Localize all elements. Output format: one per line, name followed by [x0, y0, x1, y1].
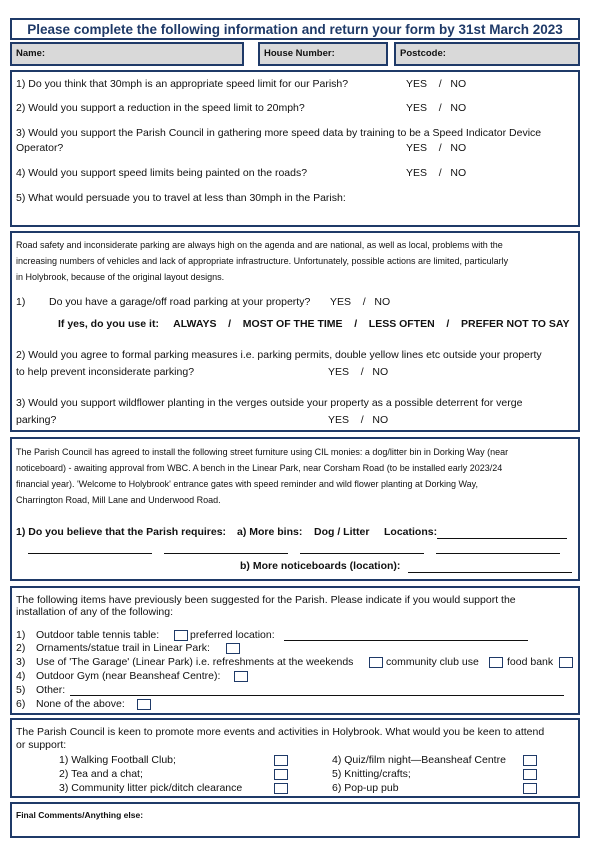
parking-q1: Do you have a garage/off road parking at your property? [49, 296, 311, 308]
locations-line-2[interactable] [164, 553, 288, 554]
postcode-field[interactable] [394, 42, 580, 66]
item2-label: Ornaments/statue trail in Linear Park: [36, 642, 210, 654]
parking-intro-line2: increasing numbers of vehicles and lack of appropriate infrastructure. Unfortunately, possible actions are limited, particularly [16, 256, 509, 266]
item3-label: Use of 'The Garage' (Linear Park) i.e. refreshments at the weekends [36, 656, 354, 668]
parking-usage-options[interactable]: If yes, do you use it: ALWAYS / MOST OF THE TIME / LESS OFTEN / PREFER NOT TO SAY [58, 318, 570, 330]
events-section [10, 718, 580, 798]
speed-q3-line1: 3) Would you support the Parish Council in gathering more speed data by training to be a Speed Indicator Device [16, 127, 542, 139]
item5-label: Other: [36, 684, 66, 696]
more-noticeboards-label: b) More noticeboards (location): [240, 560, 401, 572]
street-furniture-section [10, 437, 580, 581]
outdoor-gym-checkbox[interactable] [234, 671, 248, 682]
parking-q2-answer[interactable]: YES / NO [328, 366, 389, 378]
events-intro-line1: The Parish Council is keen to promote more events and activities in Holybrook. What would you be keen to attend [16, 726, 545, 738]
parking-q2-line1: 2) Would you agree to formal parking measures i.e. parking permits, double yellow lines etc outside your property [16, 349, 542, 361]
usage-prefer-not[interactable]: PREFER NOT TO SAY [461, 318, 570, 330]
suggestions-section [10, 586, 580, 715]
item6-label: None of the above: [36, 698, 125, 710]
house-number-label: House Number: [264, 48, 335, 59]
parking-intro-line1: Road safety and inconsiderate parking are always high on the agenda and are national, as well as local, problems with the [16, 240, 503, 250]
garage-refreshments-checkbox[interactable] [369, 657, 383, 668]
usage-most[interactable]: MOST OF THE TIME [242, 318, 343, 330]
name-field[interactable] [10, 42, 244, 66]
table-tennis-checkbox[interactable] [174, 630, 188, 641]
parking-q3-answer[interactable]: YES / NO [328, 414, 389, 426]
suggestions-intro-line2: installation of any of the following: [16, 606, 174, 618]
speed-q3-answer[interactable]: YES / NO [406, 142, 467, 154]
furniture-intro-line2: noticeboard) - awaiting approval from WBC. A bench in the Linear Park, near Corsham Road (to be installed early 2023/24 [16, 463, 503, 473]
speed-q1: 1) Do you think that 30mph is an appropriate speed limit for our Parish? [16, 78, 349, 90]
final-comments-label: Final Comments/Anything else: [16, 810, 144, 820]
locations-line-3[interactable] [300, 553, 424, 554]
usage-prompt: If yes, do you use it: [58, 318, 159, 330]
postcode-label: Postcode: [400, 48, 446, 59]
speed-q1-answer[interactable]: YES / NO [406, 78, 467, 90]
speed-q2: 2) Would you support a reduction in the speed limit to 20mph? [16, 102, 305, 114]
food-bank-checkbox[interactable] [559, 657, 573, 668]
event-tea-chat: 2) Tea and a chat; [59, 768, 143, 780]
item5-number: 5) [16, 684, 26, 696]
item3-number: 3) [16, 656, 26, 668]
form-title: Please complete the following information and return your form by 31st March 2023 [27, 21, 563, 37]
item3-foodbank-label: food bank [507, 656, 554, 668]
locations-line-4[interactable] [436, 553, 560, 554]
event-knitting: 5) Knitting/crafts; [332, 768, 411, 780]
furniture-intro-line1: The Parish Council has agreed to install the following street furniture using CIL monies: a dog/litter bin in Dorking Way (near [16, 447, 509, 457]
bin-locations-line[interactable] [437, 538, 567, 539]
event-popup-pub: 6) Pop-up pub [332, 782, 399, 794]
suggestions-intro-line1: The following items have previously been suggested for the Parish. Please indicate if you would support the [16, 594, 516, 606]
speed-q5: 5) What would persuade you to travel at less than 30mph in the Parish: [16, 192, 346, 204]
house-number-field[interactable] [258, 42, 388, 66]
noticeboards-location-line[interactable] [408, 572, 572, 573]
furniture-q1: 1) Do you believe that the Parish requires: [16, 526, 227, 538]
table-tennis-location-line[interactable] [284, 640, 528, 641]
usage-always[interactable]: ALWAYS [173, 318, 217, 330]
event-quiz-night: 4) Quiz/film night—Beansheaf Centre [332, 754, 506, 766]
item3-community-label: community club use [386, 656, 479, 668]
walking-football-checkbox[interactable] [274, 755, 288, 766]
statue-trail-checkbox[interactable] [226, 643, 240, 654]
form-header [10, 18, 580, 40]
final-comments-box[interactable] [10, 802, 580, 838]
parking-section [10, 231, 580, 432]
event-walking-football: 1) Walking Football Club; [59, 754, 176, 766]
tea-chat-checkbox[interactable] [274, 769, 288, 780]
item6-number: 6) [16, 698, 26, 710]
knitting-checkbox[interactable] [523, 769, 537, 780]
speed-section [10, 70, 580, 227]
parking-q1-answer[interactable]: YES / NO [330, 296, 391, 308]
parking-q1-number: 1) [16, 296, 26, 308]
item4-label: Outdoor Gym (near Beansheaf Centre): [36, 670, 221, 682]
furniture-intro-line4: Charrington Road, Mill Lane and Underwood Road. [16, 495, 221, 505]
dog-litter-options[interactable]: Dog / Litter [314, 526, 370, 538]
item2-number: 2) [16, 642, 26, 654]
parking-q3-line2: parking? [16, 414, 57, 426]
parking-q3-line1: 3) Would you support wildflower planting in the verges outside your property as a possible deterrent for verge [16, 397, 523, 409]
speed-q3-line2: Operator? [16, 142, 64, 154]
community-club-checkbox[interactable] [489, 657, 503, 668]
parking-intro-line3: in Holybrook, because of the original layout designs. [16, 272, 225, 282]
speed-q4-answer[interactable]: YES / NO [406, 167, 467, 179]
popup-pub-checkbox[interactable] [523, 783, 537, 794]
item1-label: Outdoor table tennis table: [36, 629, 160, 641]
usage-less[interactable]: LESS OFTEN [368, 318, 435, 330]
speed-q2-answer[interactable]: YES / NO [406, 102, 467, 114]
event-litter-pick: 3) Community litter pick/ditch clearance [59, 782, 243, 794]
quiz-night-checkbox[interactable] [523, 755, 537, 766]
litter-pick-checkbox[interactable] [274, 783, 288, 794]
other-line[interactable] [70, 695, 564, 696]
locations-line-1[interactable] [28, 553, 152, 554]
speed-q4: 4) Would you support speed limits being painted on the roads? [16, 167, 308, 179]
furniture-intro-line3: financial year). 'Welcome to Holybrook' entrance gates with speed reminder and wild flower planting at Dorking Way, [16, 479, 478, 489]
name-label: Name: [16, 48, 46, 59]
none-of-above-checkbox[interactable] [137, 699, 151, 710]
bin-locations-label: Locations: [384, 526, 438, 538]
parking-q2-line2: to help prevent inconsiderate parking? [16, 366, 195, 378]
more-bins-label: a) More bins: [237, 526, 303, 538]
events-intro-line2: or support: [16, 739, 67, 751]
item1-number: 1) [16, 629, 26, 641]
item1-location-label: preferred location: [190, 629, 275, 641]
item4-number: 4) [16, 670, 26, 682]
